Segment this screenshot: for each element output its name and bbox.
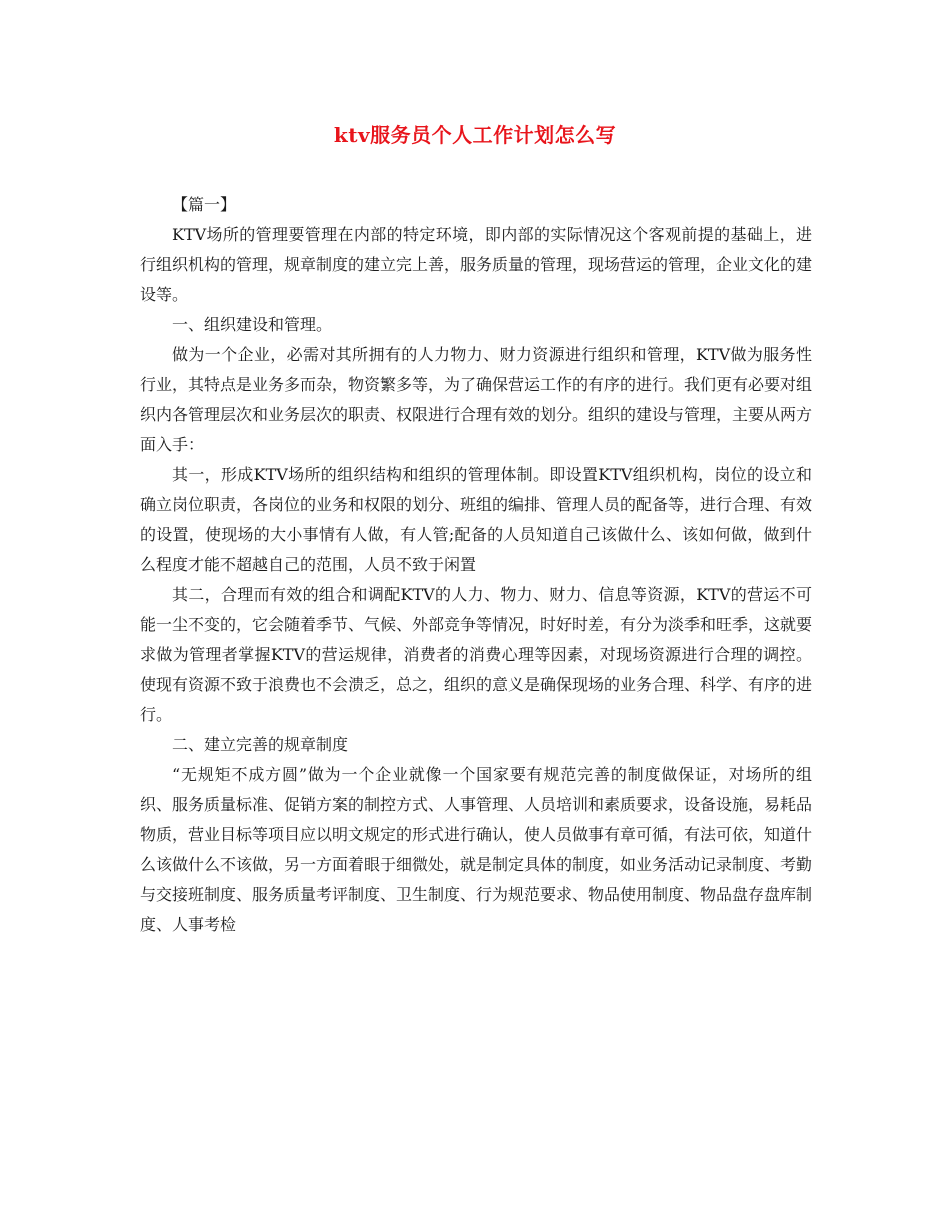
paragraph-intro: KTV场所的管理要管理在内部的特定环境，即内部的实际情况这个客观前提的基础上，进行组织机构的管理，规章制度的建立完上善，服务质量的管理，现场营运的管理，企业文化的建设等。 xyxy=(140,225,813,304)
heading-organization: 一、组织建设和管理。 xyxy=(172,315,333,334)
document-body xyxy=(140,190,812,940)
document-title: ktv服务员个人工作计划怎么写 xyxy=(333,123,617,147)
section-label: 【篇一】 xyxy=(172,195,237,214)
paragraph-organization: 做为一个企业，必需对其所拥有的人力物力、财力资源进行组织和管理，KTV做为服务性行业，其特点是业务多而杂，物资繁多等，为了确保营运工作的有序的进行。我们更有必要对组织内各管理层次和业务层次的职责、权限进行合理有效的划分。组织的建设与管理，主要从两方面入手： xyxy=(140,345,813,454)
heading-regulations: 二、建立完善的规章制度 xyxy=(172,735,349,754)
paragraph-regulations: “无规矩不成方圆”做为一个企业就像一个国家要有规范完善的制度做保证，对场所的组织、服务质量标准、促销方案的制控方式、人事管理、人员培训和素质要求，设备设施，易耗品物质，营业目标等项目应以明文规定的形式进行确认，使人员做事有章可循，有法可依，知道什么该做什么不该做，另一方面着眼于细微处，就是制定具体的制度，如业务活动记录制度、考勤与交接班制度、服务质量考评制度、卫生制度、行为规范要求、物品使用制度、物品盘存盘库制度、人事考检 xyxy=(140,765,813,934)
paragraph-second-point: 其二，合理而有效的组合和调配KTV的人力、物力、财力、信息等资源，KTV的营运不可能一尘不变的，它会随着季节、气候、外部竞争等情况，时好时差，有分为淡季和旺季，这就要求做为管理者掌握KTV的营运规律，消费者的消费心理等因素，对现场资源进行合理的调控。使现有资源不致于浪费也不会溃乏，总之，组织的意义是确保现场的业务合理、科学、有序的进行。 xyxy=(140,585,813,724)
paragraph-first-point: 其一，形成KTV场所的组织结构和组织的管理体制。即设置KTV组织机构，岗位的设立和确立岗位职责，各岗位的业务和权限的划分、班组的编排、管理人员的配备等，进行合理、有效的设置，使现场的大小事情有人做，有人管;配备的人员知道自己该做什么、该如何做，做到什么程度才能不超越自己的范围，人员不致于闲置 xyxy=(140,465,813,574)
